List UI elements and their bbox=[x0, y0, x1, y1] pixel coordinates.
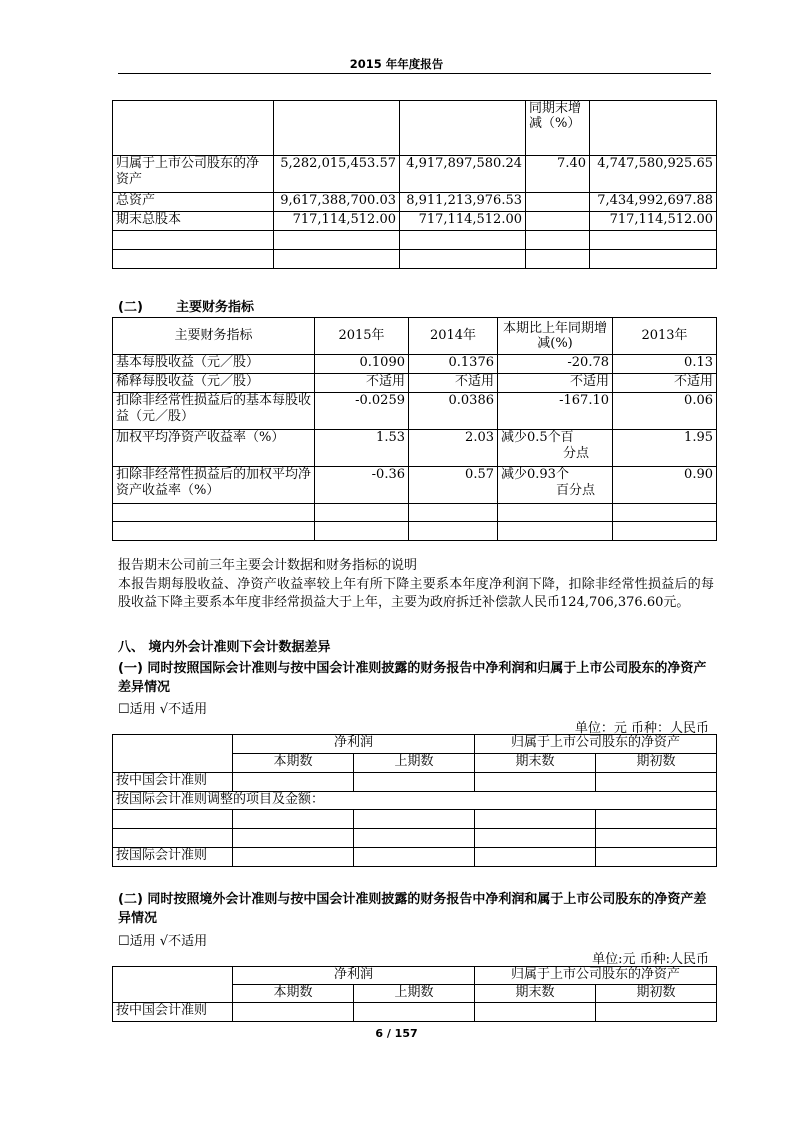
section-title: 主要财务指标 bbox=[175, 300, 254, 315]
header-divider bbox=[118, 73, 711, 74]
table-row: 基本每股收益（元／股） 0.1090 0.1376 -20.78 0.13 bbox=[113, 355, 717, 374]
applicable-selector: ☐适用 √不适用 bbox=[118, 702, 208, 717]
gaap-difference-table-intl bbox=[112, 734, 717, 867]
section-eight-heading: 八、 境内外会计准则下会计数据差异 bbox=[118, 640, 331, 655]
table-row bbox=[113, 829, 717, 848]
explanation-body: 本报告期每股收益、净资产收益率较上年有所下降主要系本年度净利润下降，扣除非经常性损益后的每股收益下降主要系本年度非经常损益大于上年，主要为政府拆迁补偿款人民币124,706,376.60元。 bbox=[118, 577, 714, 610]
page-header-title: 2015 年年度报告 bbox=[349, 57, 444, 71]
gaap-difference-table-overseas bbox=[112, 966, 717, 1022]
table-row bbox=[113, 810, 717, 829]
row-label: 归属于上市公司股东的净资产 bbox=[113, 156, 274, 193]
table-row: 按中国会计准则 bbox=[113, 773, 717, 792]
main-accounting-data-table bbox=[112, 100, 717, 269]
table-row: 按国际会计准则 bbox=[113, 848, 717, 867]
table-row bbox=[113, 522, 717, 541]
table-row: 总资产 9,617,388,700.03 8,911,213,976.53 7,434,992,697.88 bbox=[113, 193, 717, 212]
table-row: 扣除非经常性损益后的加权平均净资产收益率（%） -0.36 0.57 减少0.93个 百分点 0.90 bbox=[113, 467, 717, 504]
table-header-row: 净利润 归属于上市公司股东的净资产 bbox=[113, 735, 717, 754]
table-row: 稀释每股收益（元／股） 不适用 不适用 不适用 不适用 bbox=[113, 374, 717, 393]
subsection-one-title: (一) 同时按照国际会计准则与按中国会计准则披露的财务报告中净利润和归属于上市公司股东的净资产差异情况 bbox=[118, 661, 707, 695]
row-label: 期末总股本 bbox=[113, 212, 274, 231]
section-number: (二) bbox=[118, 300, 143, 315]
table-row bbox=[113, 504, 717, 522]
table-row: 期末总股本 717,114,512.00 717,114,512.00 717,114,512.00 bbox=[113, 212, 717, 231]
table-row bbox=[113, 101, 717, 156]
table-header-row: 本期数 上期数 期末数 期初数 bbox=[113, 754, 717, 773]
table-header-row: 主要财务指标 2015年 2014年 本期比上年同期增减(%) 2013年 bbox=[113, 318, 717, 355]
table-row: 按中国会计准则 bbox=[113, 1003, 717, 1022]
table-row: 按国际会计准则调整的项目及金额： bbox=[113, 792, 717, 810]
subsection-two-title: (二) 同时按照境外会计准则与按中国会计准则披露的财务报告中净利润和属于上市公司股东的净资产差异情况 bbox=[118, 892, 707, 926]
table-header-row: 净利润 归属于上市公司股东的净资产 bbox=[113, 967, 717, 985]
financial-indicators-table bbox=[112, 317, 717, 541]
change-header: 同期末增减（%） bbox=[526, 101, 590, 156]
page-number: 6 / 157 bbox=[375, 1027, 418, 1040]
table-row bbox=[113, 250, 717, 269]
table-row bbox=[113, 231, 717, 250]
unit-currency: 单位:元 币种:人民币 bbox=[592, 952, 709, 967]
table-row: 扣除非经常性损益后的基本每股收益（元／股） -0.0259 0.0386 -167.10 0.06 bbox=[113, 393, 717, 430]
explanation-title: 报告期末公司前三年主要会计数据和财务指标的说明 bbox=[118, 558, 418, 573]
row-label: 总资产 bbox=[113, 193, 274, 212]
table-row: 归属于上市公司股东的净资产 5,282,015,453.57 4,917,897,580.24 7.40 4,747,580,925.65 bbox=[113, 156, 717, 193]
table-row: 加权平均净资产收益率（%） 1.53 2.03 减少0.5个百 分点 1.95 bbox=[113, 430, 717, 467]
applicable-selector: ☐适用 √不适用 bbox=[118, 934, 208, 949]
section-heading bbox=[118, 296, 254, 315]
table-header-row: 本期数 上期数 期末数 期初数 bbox=[113, 985, 717, 1003]
unit-currency: 单位：元 币种：人民币 bbox=[574, 721, 709, 736]
